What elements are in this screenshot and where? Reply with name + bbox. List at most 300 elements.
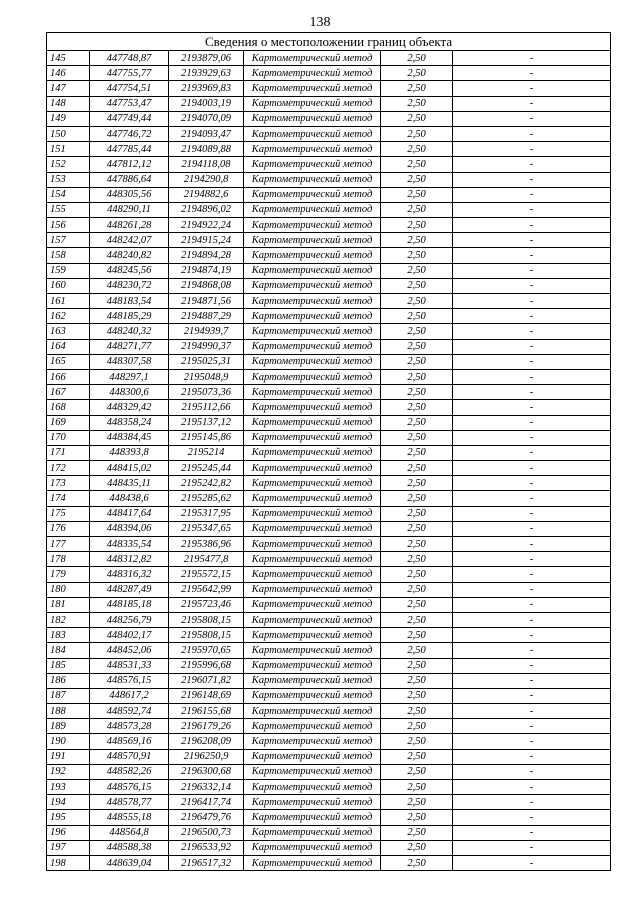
description-cell: - xyxy=(453,96,611,111)
description-cell: - xyxy=(453,385,611,400)
method-cell: Картометрический метод xyxy=(244,385,381,400)
point-number-cell: 187 xyxy=(47,688,90,703)
description-cell: - xyxy=(453,445,611,460)
y-coordinate-cell: 2194089,88 xyxy=(169,142,244,157)
point-number-cell: 193 xyxy=(47,780,90,795)
y-coordinate-cell: 2195285,62 xyxy=(169,491,244,506)
x-coordinate-cell: 447812,12 xyxy=(90,157,169,172)
y-coordinate-cell: 2194871,56 xyxy=(169,294,244,309)
point-number-cell: 146 xyxy=(47,66,90,81)
x-coordinate-cell: 448271,77 xyxy=(90,339,169,354)
description-cell: - xyxy=(453,202,611,217)
x-coordinate-cell: 448564,8 xyxy=(90,825,169,840)
y-coordinate-cell: 2195347,65 xyxy=(169,521,244,536)
x-coordinate-cell: 448435,11 xyxy=(90,476,169,491)
point-number-cell: 161 xyxy=(47,294,90,309)
table-row xyxy=(47,430,611,445)
y-coordinate-cell: 2196417,74 xyxy=(169,795,244,810)
accuracy-cell: 2,50 xyxy=(381,187,453,202)
point-number-cell: 176 xyxy=(47,521,90,536)
accuracy-cell: 2,50 xyxy=(381,415,453,430)
description-cell: - xyxy=(453,825,611,840)
description-cell: - xyxy=(453,658,611,673)
method-cell: Картометрический метод xyxy=(244,111,381,126)
description-cell: - xyxy=(453,187,611,202)
method-cell: Картометрический метод xyxy=(244,415,381,430)
y-coordinate-cell: 2195025,31 xyxy=(169,354,244,369)
table-row xyxy=(47,96,611,111)
method-cell: Картометрический метод xyxy=(244,855,381,870)
y-coordinate-cell: 2196332,14 xyxy=(169,780,244,795)
table-row xyxy=(47,521,611,536)
x-coordinate-cell: 448452,06 xyxy=(90,643,169,658)
x-coordinate-cell: 448300,6 xyxy=(90,385,169,400)
description-cell: - xyxy=(453,673,611,688)
x-coordinate-cell: 448287,49 xyxy=(90,582,169,597)
accuracy-cell: 2,50 xyxy=(381,126,453,141)
x-coordinate-cell: 448185,18 xyxy=(90,597,169,612)
accuracy-cell: 2,50 xyxy=(381,309,453,324)
y-coordinate-cell: 2194093,47 xyxy=(169,126,244,141)
point-number-cell: 151 xyxy=(47,142,90,157)
table-row xyxy=(47,628,611,643)
table-row xyxy=(47,324,611,339)
point-number-cell: 191 xyxy=(47,749,90,764)
point-number-cell: 147 xyxy=(47,81,90,96)
description-cell: - xyxy=(453,795,611,810)
table-row xyxy=(47,187,611,202)
point-number-cell: 197 xyxy=(47,840,90,855)
method-cell: Картометрический метод xyxy=(244,628,381,643)
point-number-cell: 173 xyxy=(47,476,90,491)
x-coordinate-cell: 448305,56 xyxy=(90,187,169,202)
table-row xyxy=(47,476,611,491)
table-row xyxy=(47,552,611,567)
x-coordinate-cell: 448415,02 xyxy=(90,461,169,476)
point-number-cell: 166 xyxy=(47,369,90,384)
x-coordinate-cell: 448417,64 xyxy=(90,506,169,521)
table-row xyxy=(47,81,611,96)
point-number-cell: 162 xyxy=(47,309,90,324)
x-coordinate-cell: 448307,58 xyxy=(90,354,169,369)
point-number-cell: 160 xyxy=(47,278,90,293)
y-coordinate-cell: 2194894,28 xyxy=(169,248,244,263)
x-coordinate-cell: 447749,44 xyxy=(90,111,169,126)
x-coordinate-cell: 448240,32 xyxy=(90,324,169,339)
point-number-cell: 196 xyxy=(47,825,90,840)
method-cell: Картометрический метод xyxy=(244,339,381,354)
point-number-cell: 188 xyxy=(47,704,90,719)
point-number-cell: 167 xyxy=(47,385,90,400)
x-coordinate-cell: 448261,28 xyxy=(90,218,169,233)
method-cell: Картометрический метод xyxy=(244,51,381,66)
x-coordinate-cell: 448588,38 xyxy=(90,840,169,855)
y-coordinate-cell: 2195642,99 xyxy=(169,582,244,597)
accuracy-cell: 2,50 xyxy=(381,764,453,779)
accuracy-cell: 2,50 xyxy=(381,430,453,445)
table-row xyxy=(47,810,611,825)
description-cell: - xyxy=(453,855,611,870)
boundary-coordinates-table xyxy=(46,32,611,871)
y-coordinate-cell: 2194874,19 xyxy=(169,263,244,278)
description-cell: - xyxy=(453,810,611,825)
method-cell: Картометрический метод xyxy=(244,506,381,521)
method-cell: Картометрический метод xyxy=(244,294,381,309)
description-cell: - xyxy=(453,491,611,506)
accuracy-cell: 2,50 xyxy=(381,324,453,339)
description-cell: - xyxy=(453,278,611,293)
point-number-cell: 174 xyxy=(47,491,90,506)
y-coordinate-cell: 2195386,96 xyxy=(169,537,244,552)
method-cell: Картометрический метод xyxy=(244,658,381,673)
y-coordinate-cell: 2195048,9 xyxy=(169,369,244,384)
method-cell: Картометрический метод xyxy=(244,400,381,415)
table-row xyxy=(47,704,611,719)
table-row xyxy=(47,278,611,293)
description-cell: - xyxy=(453,764,611,779)
table-row xyxy=(47,263,611,278)
description-cell: - xyxy=(453,142,611,157)
y-coordinate-cell: 2196155,68 xyxy=(169,704,244,719)
table-row xyxy=(47,688,611,703)
table-title: Сведения о местоположении границ объекта xyxy=(47,33,611,51)
point-number-cell: 165 xyxy=(47,354,90,369)
y-coordinate-cell: 2195214 xyxy=(169,445,244,460)
accuracy-cell: 2,50 xyxy=(381,552,453,567)
table-row xyxy=(47,126,611,141)
accuracy-cell: 2,50 xyxy=(381,461,453,476)
y-coordinate-cell: 2195245,44 xyxy=(169,461,244,476)
point-number-cell: 194 xyxy=(47,795,90,810)
description-cell: - xyxy=(453,81,611,96)
point-number-cell: 145 xyxy=(47,51,90,66)
accuracy-cell: 2,50 xyxy=(381,172,453,187)
point-number-cell: 154 xyxy=(47,187,90,202)
x-coordinate-cell: 448531,33 xyxy=(90,658,169,673)
accuracy-cell: 2,50 xyxy=(381,96,453,111)
y-coordinate-cell: 2193969,83 xyxy=(169,81,244,96)
accuracy-cell: 2,50 xyxy=(381,521,453,536)
point-number-cell: 178 xyxy=(47,552,90,567)
method-cell: Картометрический метод xyxy=(244,491,381,506)
accuracy-cell: 2,50 xyxy=(381,294,453,309)
description-cell: - xyxy=(453,263,611,278)
table-row xyxy=(47,537,611,552)
point-number-cell: 189 xyxy=(47,719,90,734)
table-row xyxy=(47,354,611,369)
y-coordinate-cell: 2194118,08 xyxy=(169,157,244,172)
method-cell: Картометрический метод xyxy=(244,202,381,217)
y-coordinate-cell: 2196300,68 xyxy=(169,764,244,779)
y-coordinate-cell: 2196250,9 xyxy=(169,749,244,764)
point-number-cell: 168 xyxy=(47,400,90,415)
method-cell: Картометрический метод xyxy=(244,810,381,825)
point-number-cell: 195 xyxy=(47,810,90,825)
y-coordinate-cell: 2196517,32 xyxy=(169,855,244,870)
table-row xyxy=(47,157,611,172)
point-number-cell: 177 xyxy=(47,537,90,552)
table-row xyxy=(47,400,611,415)
method-cell: Картометрический метод xyxy=(244,309,381,324)
accuracy-cell: 2,50 xyxy=(381,491,453,506)
accuracy-cell: 2,50 xyxy=(381,400,453,415)
description-cell: - xyxy=(453,597,611,612)
accuracy-cell: 2,50 xyxy=(381,476,453,491)
y-coordinate-cell: 2196479,76 xyxy=(169,810,244,825)
accuracy-cell: 2,50 xyxy=(381,597,453,612)
point-number-cell: 198 xyxy=(47,855,90,870)
y-coordinate-cell: 2195477,8 xyxy=(169,552,244,567)
x-coordinate-cell: 448592,74 xyxy=(90,704,169,719)
table-row xyxy=(47,339,611,354)
method-cell: Картометрический метод xyxy=(244,582,381,597)
accuracy-cell: 2,50 xyxy=(381,612,453,627)
x-coordinate-cell: 448316,32 xyxy=(90,567,169,582)
method-cell: Картометрический метод xyxy=(244,278,381,293)
table-row xyxy=(47,202,611,217)
description-cell: - xyxy=(453,552,611,567)
method-cell: Картометрический метод xyxy=(244,142,381,157)
description-cell: - xyxy=(453,840,611,855)
point-number-cell: 155 xyxy=(47,202,90,217)
description-cell: - xyxy=(453,415,611,430)
description-cell: - xyxy=(453,339,611,354)
method-cell: Картометрический метод xyxy=(244,66,381,81)
x-coordinate-cell: 448555,18 xyxy=(90,810,169,825)
method-cell: Картометрический метод xyxy=(244,354,381,369)
point-number-cell: 181 xyxy=(47,597,90,612)
method-cell: Картометрический метод xyxy=(244,476,381,491)
method-cell: Картометрический метод xyxy=(244,445,381,460)
accuracy-cell: 2,50 xyxy=(381,354,453,369)
method-cell: Картометрический метод xyxy=(244,734,381,749)
table-row xyxy=(47,597,611,612)
table-row xyxy=(47,294,611,309)
accuracy-cell: 2,50 xyxy=(381,704,453,719)
x-coordinate-cell: 448582,26 xyxy=(90,764,169,779)
table-row xyxy=(47,142,611,157)
method-cell: Картометрический метод xyxy=(244,263,381,278)
table-row xyxy=(47,567,611,582)
x-coordinate-cell: 448569,16 xyxy=(90,734,169,749)
x-coordinate-cell: 447753,47 xyxy=(90,96,169,111)
table-title-row xyxy=(47,33,611,51)
description-cell: - xyxy=(453,537,611,552)
x-coordinate-cell: 448384,45 xyxy=(90,430,169,445)
x-coordinate-cell: 448617,2 xyxy=(90,688,169,703)
table-row xyxy=(47,415,611,430)
accuracy-cell: 2,50 xyxy=(381,202,453,217)
x-coordinate-cell: 448576,15 xyxy=(90,673,169,688)
point-number-cell: 172 xyxy=(47,461,90,476)
method-cell: Картометрический метод xyxy=(244,552,381,567)
x-coordinate-cell: 448290,11 xyxy=(90,202,169,217)
accuracy-cell: 2,50 xyxy=(381,795,453,810)
table-row xyxy=(47,612,611,627)
table-row xyxy=(47,795,611,810)
description-cell: - xyxy=(453,309,611,324)
point-number-cell: 186 xyxy=(47,673,90,688)
description-cell: - xyxy=(453,582,611,597)
point-number-cell: 182 xyxy=(47,612,90,627)
table-row xyxy=(47,233,611,248)
point-number-cell: 175 xyxy=(47,506,90,521)
table-row xyxy=(47,369,611,384)
accuracy-cell: 2,50 xyxy=(381,628,453,643)
point-number-cell: 179 xyxy=(47,567,90,582)
y-coordinate-cell: 2194922,24 xyxy=(169,218,244,233)
description-cell: - xyxy=(453,430,611,445)
point-number-cell: 169 xyxy=(47,415,90,430)
method-cell: Картометрический метод xyxy=(244,96,381,111)
x-coordinate-cell: 448335,54 xyxy=(90,537,169,552)
y-coordinate-cell: 2196179,26 xyxy=(169,719,244,734)
y-coordinate-cell: 2195970,65 xyxy=(169,643,244,658)
description-cell: - xyxy=(453,476,611,491)
table-row xyxy=(47,111,611,126)
method-cell: Картометрический метод xyxy=(244,369,381,384)
method-cell: Картометрический метод xyxy=(244,795,381,810)
y-coordinate-cell: 2194939,7 xyxy=(169,324,244,339)
accuracy-cell: 2,50 xyxy=(381,688,453,703)
y-coordinate-cell: 2194070,09 xyxy=(169,111,244,126)
x-coordinate-cell: 448329,42 xyxy=(90,400,169,415)
y-coordinate-cell: 2195808,15 xyxy=(169,628,244,643)
table-row xyxy=(47,582,611,597)
y-coordinate-cell: 2193929,63 xyxy=(169,66,244,81)
accuracy-cell: 2,50 xyxy=(381,278,453,293)
x-coordinate-cell: 448242,07 xyxy=(90,233,169,248)
method-cell: Картометрический метод xyxy=(244,233,381,248)
description-cell: - xyxy=(453,233,611,248)
method-cell: Картометрический метод xyxy=(244,324,381,339)
accuracy-cell: 2,50 xyxy=(381,780,453,795)
accuracy-cell: 2,50 xyxy=(381,339,453,354)
y-coordinate-cell: 2195137,12 xyxy=(169,415,244,430)
y-coordinate-cell: 2194887,29 xyxy=(169,309,244,324)
y-coordinate-cell: 2194990,37 xyxy=(169,339,244,354)
table-row xyxy=(47,172,611,187)
y-coordinate-cell: 2196500,73 xyxy=(169,825,244,840)
table-row xyxy=(47,673,611,688)
description-cell: - xyxy=(453,688,611,703)
accuracy-cell: 2,50 xyxy=(381,263,453,278)
description-cell: - xyxy=(453,521,611,536)
y-coordinate-cell: 2195317,95 xyxy=(169,506,244,521)
y-coordinate-cell: 2194868,08 xyxy=(169,278,244,293)
table-row xyxy=(47,825,611,840)
accuracy-cell: 2,50 xyxy=(381,825,453,840)
y-coordinate-cell: 2194896,02 xyxy=(169,202,244,217)
method-cell: Картометрический метод xyxy=(244,521,381,536)
description-cell: - xyxy=(453,218,611,233)
x-coordinate-cell: 448393,8 xyxy=(90,445,169,460)
description-cell: - xyxy=(453,51,611,66)
table-row xyxy=(47,658,611,673)
accuracy-cell: 2,50 xyxy=(381,643,453,658)
description-cell: - xyxy=(453,248,611,263)
table-row xyxy=(47,309,611,324)
x-coordinate-cell: 448245,56 xyxy=(90,263,169,278)
description-cell: - xyxy=(453,567,611,582)
accuracy-cell: 2,50 xyxy=(381,537,453,552)
point-number-cell: 185 xyxy=(47,658,90,673)
x-coordinate-cell: 448240,82 xyxy=(90,248,169,263)
table-row xyxy=(47,855,611,870)
description-cell: - xyxy=(453,780,611,795)
x-coordinate-cell: 448358,24 xyxy=(90,415,169,430)
x-coordinate-cell: 448570,91 xyxy=(90,749,169,764)
x-coordinate-cell: 448576,15 xyxy=(90,780,169,795)
x-coordinate-cell: 447754,51 xyxy=(90,81,169,96)
accuracy-cell: 2,50 xyxy=(381,51,453,66)
description-cell: - xyxy=(453,704,611,719)
table-row xyxy=(47,749,611,764)
method-cell: Картометрический метод xyxy=(244,780,381,795)
point-number-cell: 192 xyxy=(47,764,90,779)
accuracy-cell: 2,50 xyxy=(381,658,453,673)
x-coordinate-cell: 448438,6 xyxy=(90,491,169,506)
table-row xyxy=(47,461,611,476)
table-row xyxy=(47,491,611,506)
y-coordinate-cell: 2194003,19 xyxy=(169,96,244,111)
method-cell: Картометрический метод xyxy=(244,612,381,627)
table-row xyxy=(47,51,611,66)
accuracy-cell: 2,50 xyxy=(381,81,453,96)
method-cell: Картометрический метод xyxy=(244,643,381,658)
description-cell: - xyxy=(453,157,611,172)
description-cell: - xyxy=(453,749,611,764)
x-coordinate-cell: 448394,06 xyxy=(90,521,169,536)
y-coordinate-cell: 2195572,15 xyxy=(169,567,244,582)
table-row xyxy=(47,840,611,855)
x-coordinate-cell: 448297,1 xyxy=(90,369,169,384)
method-cell: Картометрический метод xyxy=(244,126,381,141)
x-coordinate-cell: 448312,82 xyxy=(90,552,169,567)
y-coordinate-cell: 2196071,82 xyxy=(169,673,244,688)
page-number: 138 xyxy=(309,15,331,30)
table-row xyxy=(47,218,611,233)
point-number-cell: 164 xyxy=(47,339,90,354)
x-coordinate-cell: 447746,72 xyxy=(90,126,169,141)
x-coordinate-cell: 448183,54 xyxy=(90,294,169,309)
point-number-cell: 152 xyxy=(47,157,90,172)
accuracy-cell: 2,50 xyxy=(381,142,453,157)
table-row xyxy=(47,734,611,749)
method-cell: Картометрический метод xyxy=(244,673,381,688)
accuracy-cell: 2,50 xyxy=(381,673,453,688)
accuracy-cell: 2,50 xyxy=(381,734,453,749)
point-number-cell: 148 xyxy=(47,96,90,111)
method-cell: Картометрический метод xyxy=(244,567,381,582)
point-number-cell: 149 xyxy=(47,111,90,126)
y-coordinate-cell: 2196148,69 xyxy=(169,688,244,703)
point-number-cell: 153 xyxy=(47,172,90,187)
accuracy-cell: 2,50 xyxy=(381,749,453,764)
description-cell: - xyxy=(453,324,611,339)
table-row xyxy=(47,445,611,460)
accuracy-cell: 2,50 xyxy=(381,218,453,233)
description-cell: - xyxy=(453,111,611,126)
description-cell: - xyxy=(453,734,611,749)
table-row xyxy=(47,719,611,734)
y-coordinate-cell: 2194882,6 xyxy=(169,187,244,202)
x-coordinate-cell: 448230,72 xyxy=(90,278,169,293)
accuracy-cell: 2,50 xyxy=(381,66,453,81)
table-row xyxy=(47,66,611,81)
y-coordinate-cell: 2195112,66 xyxy=(169,400,244,415)
accuracy-cell: 2,50 xyxy=(381,719,453,734)
